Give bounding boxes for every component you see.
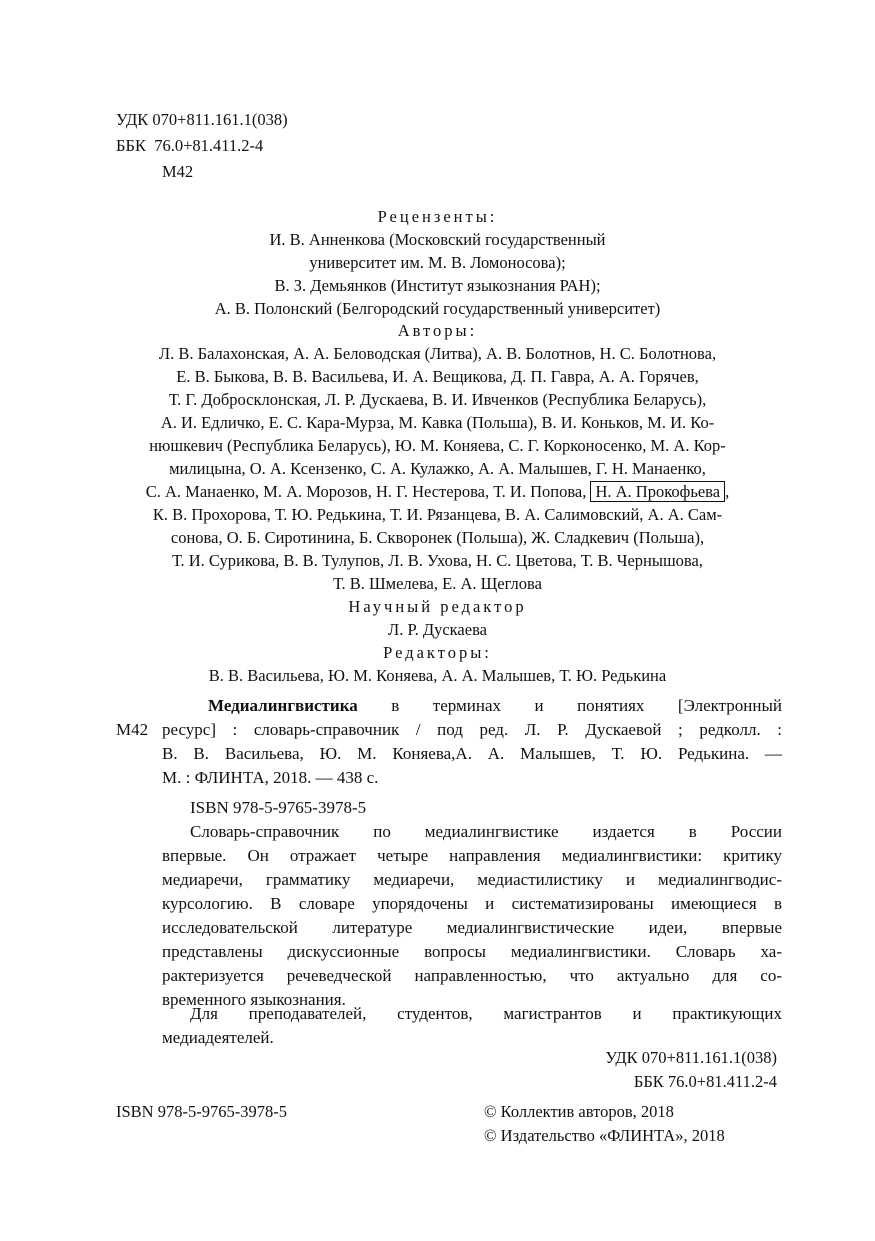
authors-line: сонова, О. Б. Сиротинина, Б. Скворонек (Польша), Ж. Сладкевич (Польша),: [170, 528, 705, 547]
audience-line: Для преподавателей, студентов, магистрантов и практикующих: [190, 1004, 782, 1023]
annotation-line: представлены дискуссионные вопросы медиалингвистики. Словарь ха-: [162, 942, 782, 961]
bibliographic-line-1-rest: в терминах и понятиях [Электронный: [391, 696, 783, 715]
copyright-authors: © Коллектив авторов, 2018: [484, 1102, 674, 1121]
annotation-line: медиаречи, грамматику медиаречи, медиастилистику и медиалингводис-: [162, 870, 782, 889]
bibliographic-line-3: В. В. Васильева, Ю. М. Коняева,А. А. Малышев, Т. Ю. Редькина. —: [162, 744, 782, 763]
footer-isbn: ISBN 978-5-9765-3978-5: [116, 1102, 287, 1121]
editors-heading: Редакторы:: [383, 643, 492, 662]
authors-line: Т. И. Сурикова, В. В. Тулупов, Л. В. Ухова, Н. С. Цветова, Т. В. Чернышова,: [172, 551, 703, 570]
udk-code: УДК 070+811.161.1(038): [116, 110, 288, 129]
authors-line: Е. В. Быкова, В. В. Васильева, И. А. Вещикова, Д. П. Гавра, А. А. Горячев,: [176, 367, 699, 386]
reviewers-heading: Рецензенты:: [377, 207, 498, 226]
scientific-editor-heading: Научный редактор: [348, 597, 527, 616]
reviewer-line: В. З. Демьянков (Институт языкознания РАН);: [274, 276, 601, 295]
author-mark: М42: [162, 162, 194, 181]
authors-line-part: ,: [725, 482, 730, 501]
bbk-code: ББК 76.0+81.411.2-4: [116, 136, 264, 155]
bibliographic-code: М42: [116, 720, 149, 739]
authors-line-part: С. А. Манаенко, М. А. Морозов, Н. Г. Нестерова, Т. И. Попова,: [145, 482, 587, 501]
authors-line: нюшкевич (Республика Беларусь), Ю. М. Коняева, С. Г. Корконосенко, М. А. Кор-: [149, 436, 726, 455]
authors-line: Т. Г. Добросклонская, Л. Р. Дускаева, В. И. Ивченков (Республика Беларусь),: [168, 390, 707, 409]
authors-line: К. В. Прохорова, Т. Ю. Редькина, Т. И. Рязанцева, В. А. Салимовский, А. А. Сам-: [152, 505, 723, 524]
annotation-line: исследовательской литературе медиалингвистические идеи, впервые: [162, 918, 782, 937]
bibliographic-line-1: [208, 696, 782, 716]
authors-line: Т. В. Шмелева, Е. А. Щеглова: [333, 574, 542, 593]
isbn-line: ISBN 978-5-9765-3978-5: [190, 798, 367, 817]
authors-line: А. И. Едличко, Е. С. Кара-Мурза, М. Кавка (Польша), В. И. Коньков, М. И. Ко-: [160, 413, 715, 432]
annotation-line: курсологию. В словаре упорядочены и систематизированы имеющиеся в: [162, 894, 782, 913]
scientific-editor-name: Л. Р. Дускаева: [388, 620, 487, 639]
authors-line-with-highlight: [0, 482, 875, 502]
book-title: Медиалингвистика: [208, 696, 358, 715]
annotation-line: впервые. Он отражает четыре направления медиалингвистики: критику: [162, 846, 782, 865]
bibliographic-line-2: ресурс] : словарь-справочник / под ред. Л. Р. Дускаевой ; редколл. :: [162, 720, 782, 739]
editors-names: В. В. Васильева, Ю. М. Коняева, А. А. Малышев, Т. Ю. Редькина: [208, 666, 667, 685]
annotation-line: временного языкознания.: [162, 990, 346, 1009]
authors-line: милицына, О. А. Ксензенко, С. А. Кулажко, А. А. Малышев, Г. Н. Манаенко,: [169, 459, 706, 478]
authors-heading: Авторы:: [397, 321, 478, 340]
highlighted-author: Н. А. Прокофьева: [590, 481, 725, 502]
footer-bbk: ББК 76.0+81.411.2-4: [633, 1072, 777, 1091]
annotation-line: рактеризуется речеведческой направленностью, что актуально для со-: [162, 966, 782, 985]
footer-udk: УДК 070+811.161.1(038): [605, 1048, 777, 1067]
reviewer-line: университет им. М. В. Ломоносова);: [309, 253, 566, 272]
authors-line: Л. В. Балахонская, А. А. Беловодская (Литва), А. В. Болотнов, Н. С. Болотнова,: [158, 344, 717, 363]
annotation-line: Словарь-справочник по медиалингвистике издается в России: [190, 822, 782, 841]
bibliographic-line-4: М. : ФЛИНТА, 2018. — 438 с.: [162, 768, 379, 787]
audience-line: медиадеятелей.: [162, 1028, 274, 1047]
reviewer-line: А. В. Полонский (Белгородский государственный университет): [214, 299, 661, 318]
copyright-publisher: © Издательство «ФЛИНТА», 2018: [484, 1126, 725, 1145]
reviewer-line: И. В. Анненкова (Московский государственный: [269, 230, 606, 249]
